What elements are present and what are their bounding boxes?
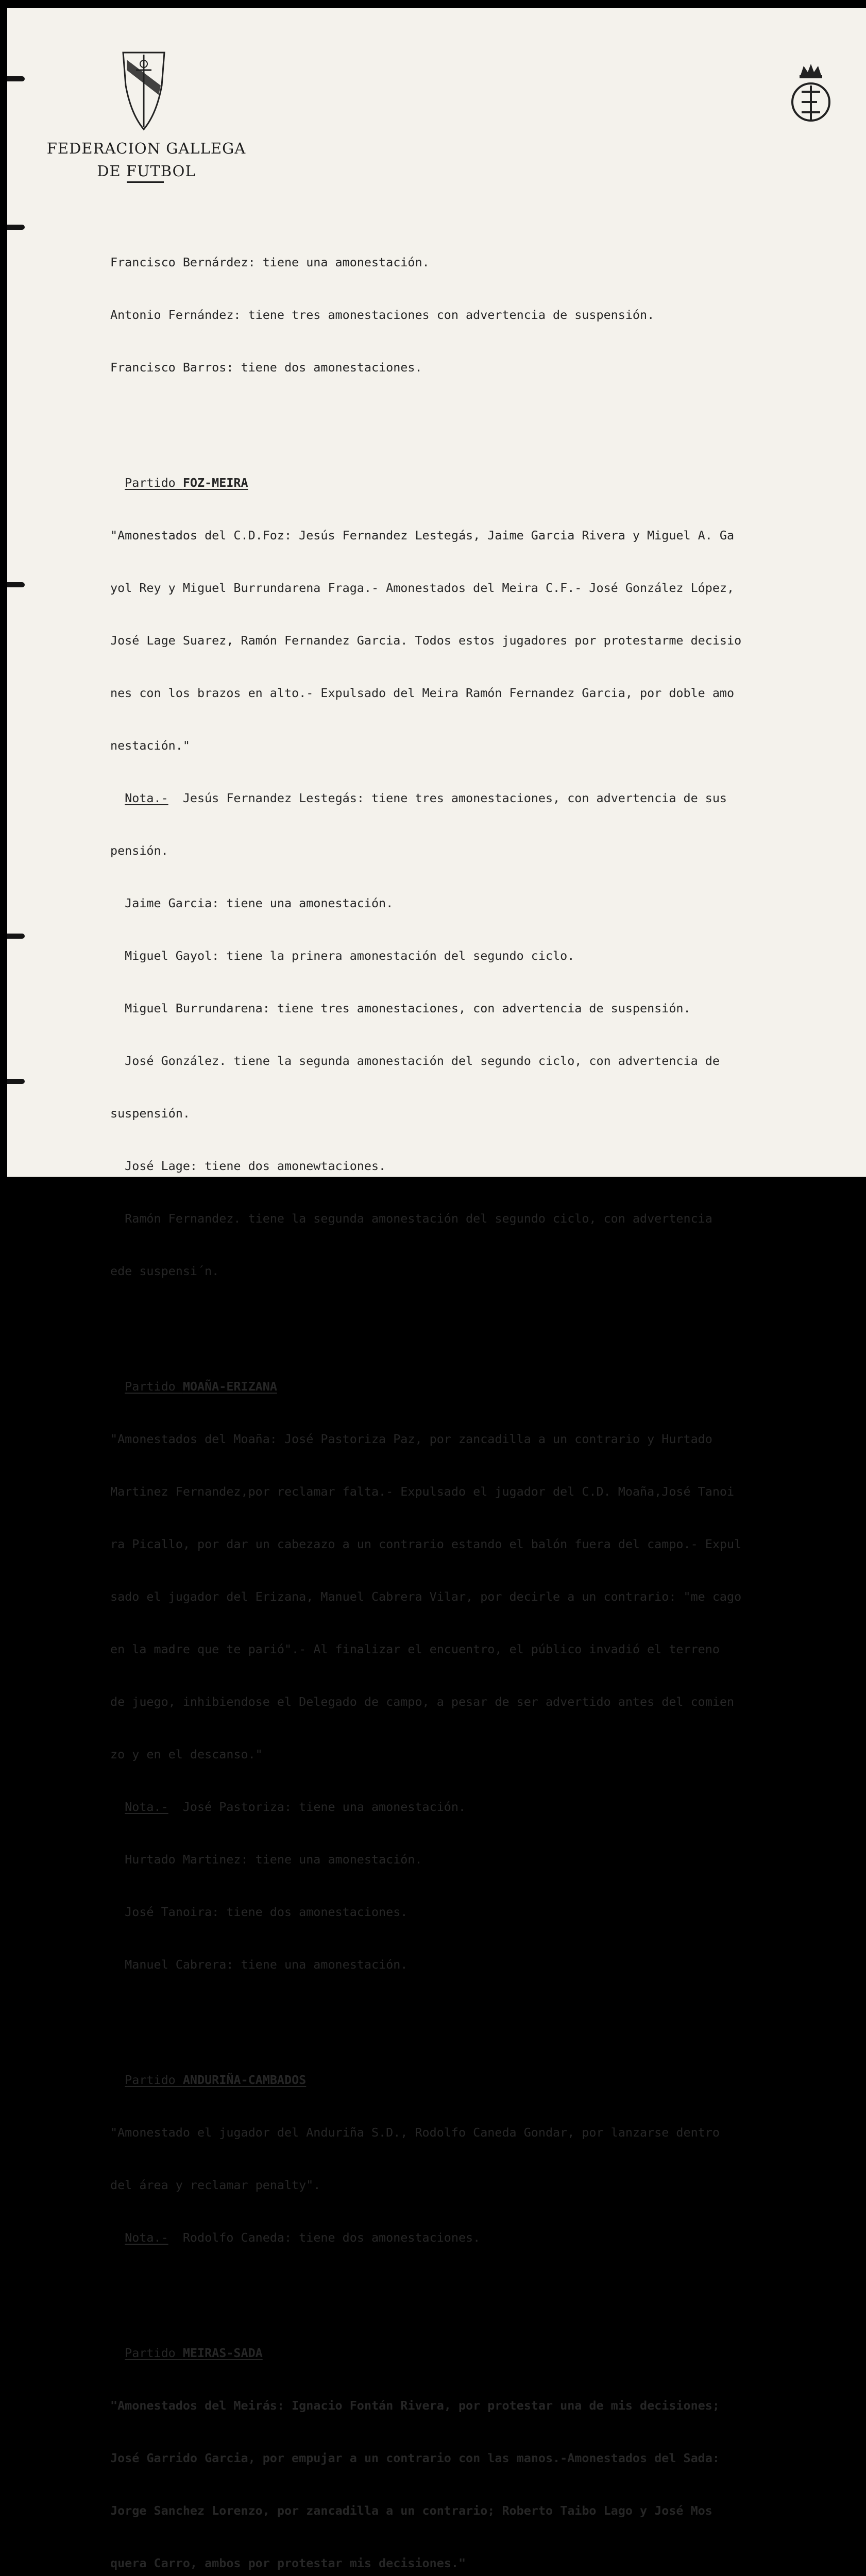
shield-emblem-icon [121, 49, 167, 132]
text-line: ede suspensi´n. [110, 1264, 219, 1278]
binder-hole [7, 225, 25, 230]
text-line: José Lage Suarez, Ramón Fernandez Garcia. Todos estos jugadores por protestarme decisio [110, 633, 742, 648]
nota-label: Nota.- [125, 791, 168, 805]
heading-title: ANDURIÑA-CAMBADOS [182, 2073, 307, 2087]
text-line: Jaime Garcia: tiene una amonestación. [110, 896, 394, 910]
match-heading [110, 2071, 857, 2089]
text-line: José Tanoira: tiene dos amonestaciones. [110, 1905, 408, 1919]
text-line: zo y en el descanso." [110, 1747, 263, 1761]
intro-line: Francisco Bernárdez: tiene una amonestación. [110, 255, 430, 269]
text-line: ra Picallo, por dar un cabezazo a un contrario estando el balón fuera del campo.- Expul [110, 1537, 742, 1551]
text-line: yol Rey y Miguel Burrundarena Fraga.- Amonestados del Meira C.F.- José González López, [110, 581, 735, 595]
text-line: José González. tiene la segunda amonestación del segundo ciclo, con advertencia de [110, 1054, 720, 1068]
binder-hole [7, 934, 25, 939]
intro-line: Antonio Fernández: tiene tres amonestaciones con advertencia de suspensión. [110, 308, 655, 322]
match-heading [110, 474, 857, 492]
divider [127, 181, 164, 183]
text-line: Miguel Gayol: tiene la prinera amonestación del segundo ciclo. [110, 948, 575, 963]
text-line: Ramón Fernandez. tiene la segunda amonestación del segundo ciclo, con advertencia [110, 1211, 712, 1226]
heading-title: MOAÑA-ERIZANA [182, 1379, 277, 1394]
text-line: quera Carro, ambos por protestar mis decisiones." [110, 2556, 466, 2570]
heading-title: FOZ-MEIRA [182, 476, 248, 490]
text-line: Manuel Cabrera: tiene una amonestación. [110, 1957, 408, 1972]
text-line: sado el jugador del Erizana, Manuel Cabrera Vilar, por decirle a un contrario: "me cago [110, 1589, 742, 1604]
text-line: nes con los brazos en alto.- Expulsado del Meira Ramón Fernandez Garcia, por doble amo [110, 686, 735, 700]
crowned-fef-monogram-icon [786, 60, 836, 132]
heading-prefix: Partido [125, 2073, 183, 2087]
heading-prefix: Partido [125, 476, 183, 490]
text-line: José Lage: tiene dos amonewtaciones. [110, 1159, 386, 1173]
text-line: de juego, inhibiendose el Delegado de campo, a pesar de ser advertido antes del comien [110, 1694, 735, 1709]
text-line: Hurtado Martinez: tiene una amonestación. [110, 1852, 422, 1867]
org-line-1: FEDERACION GALLEGA [46, 140, 246, 157]
nota-line [110, 1798, 857, 1816]
binder-hole [7, 76, 25, 81]
document-body [110, 218, 857, 2576]
heading-prefix: Partido [125, 2346, 183, 2360]
intro-line: Francisco Barros: tiene dos amonestaciones. [110, 360, 422, 375]
org-line-2: DE FUTBOL [97, 162, 196, 180]
text-line: Miguel Burrundarena: tiene tres amonestaciones, con advertencia de suspensión. [110, 1001, 691, 1015]
nota-label: Nota.- [125, 2230, 168, 2245]
text-line: "Amonestados del C.D.Foz: Jesús Fernandez Lestegás, Jaime Garcia Rivera y Miguel A. Ga [110, 528, 735, 543]
text-line: Jorge Sanchez Lorenzo, por zancadilla a un contrario; Roberto Taibo Lago y José Mos [110, 2503, 712, 2518]
match-heading [110, 2344, 857, 2362]
text-line: "Amonestado el jugador del Anduriña S.D., Rodolfo Caneda Gondar, por lanzarse dentro [110, 2125, 720, 2140]
organization-name [43, 137, 249, 182]
nota-line [110, 2229, 857, 2246]
binder-hole [7, 582, 25, 587]
text-line: pensión. [110, 843, 168, 858]
match-heading [110, 1378, 857, 1395]
nota-label: Nota.- [125, 1800, 168, 1814]
text-line: "Amonestados del Moaña: José Pastoriza Paz, por zancadilla a un contrario y Hurtado [110, 1432, 712, 1446]
document-page [7, 8, 866, 2570]
text-line: en la madre que te parió".- Al finalizar el encuentro, el público invadió el terreno [110, 1642, 720, 1656]
text-line: Martinez Fernandez,por reclamar falta.- Expulsado el jugador del C.D. Moaña,José Tanoi [110, 1484, 735, 1499]
nota-line [110, 789, 857, 807]
nota-text: José Pastoriza: tiene una amonestación. [168, 1800, 466, 1814]
text-line: "Amonestados del Meirás: Ignacio Fontán Rivera, por protestar una de mis decisiones; [110, 2398, 720, 2413]
text-line: suspensión. [110, 1106, 190, 1121]
binder-hole [7, 1079, 25, 1084]
text-line: del área y reclamar penalty". [110, 2178, 321, 2192]
heading-title: MEIRAS-SADA [182, 2346, 263, 2360]
heading-prefix: Partido [125, 1379, 183, 1394]
text-line: nestación." [110, 738, 190, 753]
text-line: José Garrido Garcia, por empujar a un contrario con las manos.-Amonestados del Sada: [110, 2451, 720, 2465]
nota-text: Jesús Fernandez Lestegás: tiene tres amonestaciones, con advertencia de sus [168, 791, 727, 805]
nota-text: Rodolfo Caneda: tiene dos amonestaciones. [168, 2230, 481, 2245]
